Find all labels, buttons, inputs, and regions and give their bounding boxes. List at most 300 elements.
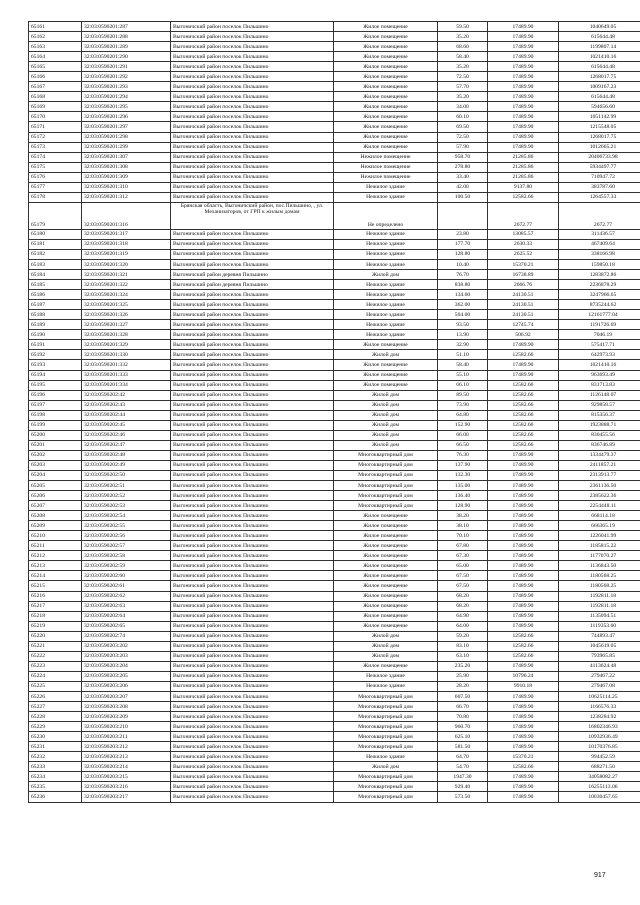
- area-cell: 65.00: [438, 561, 488, 571]
- address-cell: Выгоничский район поселок Пильшино: [171, 661, 334, 671]
- area-cell: 25.90: [438, 671, 488, 681]
- object-type-cell: Нежилое здание: [334, 259, 438, 269]
- area-cell: 76.30: [438, 450, 488, 460]
- cadastral-number-cell: 32:03:0590203:207: [82, 692, 171, 702]
- cadastral-value-cell: 1185815.22: [559, 541, 640, 551]
- cadastral-number-cell: 32:03:0590202:57: [82, 541, 171, 551]
- object-type-cell: Жилое помещение: [334, 82, 438, 92]
- address-cell: Выгоничский район поселок Пильшино: [171, 420, 334, 430]
- area-cell: 33.40: [438, 172, 488, 182]
- area-cell: 929.40: [438, 782, 488, 792]
- cadastral-value-cell: 963693.49: [559, 370, 640, 380]
- specific-value-cell: 12582.66: [488, 350, 559, 360]
- table-row: [29, 782, 640, 792]
- cadastral-number-cell: 32:03:0590202:42: [82, 390, 171, 400]
- specific-value-cell: 12582.66: [488, 631, 559, 641]
- cadastral-value-cell: 2411857.21: [559, 460, 640, 470]
- area-cell: 32.90: [438, 340, 488, 350]
- table-row: [29, 340, 640, 350]
- object-type-cell: Многоквартирный дом: [334, 782, 438, 792]
- row-number-cell: 65231: [29, 742, 82, 752]
- cadastral-value-cell: 34058082.27: [559, 772, 640, 782]
- row-number-cell: 65183: [29, 259, 82, 269]
- specific-value-cell: 9910.18: [488, 681, 559, 691]
- cadastral-value-cell: 830455.56: [559, 430, 640, 440]
- row-number-cell: 65223: [29, 661, 82, 671]
- cadastral-value-cell: 710947.72: [559, 172, 640, 182]
- area-cell: 235.20: [438, 661, 488, 671]
- cadastral-value-cell: 929858.57: [559, 400, 640, 410]
- cadastral-value-cell: 688271.50: [559, 762, 640, 772]
- object-type-cell: Жилой дом: [334, 400, 438, 410]
- specific-value-cell: 17489.90: [488, 742, 559, 752]
- area-cell: 128.80: [438, 249, 488, 259]
- specific-value-cell: 17489.90: [488, 521, 559, 531]
- object-type-cell: Многоквартирный дом: [334, 450, 438, 460]
- address-cell: Выгоничский район поселок Пильшино: [171, 390, 334, 400]
- object-type-cell: Жилое помещение: [334, 32, 438, 42]
- cadastral-number-cell: 32:03:0590202:45: [82, 420, 171, 430]
- cadastral-value-cell: 10170376.85: [559, 742, 640, 752]
- address-cell: Брянская область, Выгоничский район, пос.Пильшино, , ул. Механизаторов, от ГРП к жилым домам: [171, 202, 334, 229]
- specific-value-cell: 21285.86: [488, 162, 559, 172]
- cadastral-number-cell: 32:03:0590203:206: [82, 681, 171, 691]
- object-type-cell: Многоквартирный дом: [334, 702, 438, 712]
- area-cell: 35.20: [438, 32, 488, 42]
- table-row: [29, 239, 640, 249]
- object-type-cell: Многоквартирный дом: [334, 792, 438, 802]
- row-number-cell: 65165: [29, 62, 82, 72]
- table-row: [29, 350, 640, 360]
- area-cell: 70.80: [438, 712, 488, 722]
- table-row: [29, 360, 640, 370]
- row-number-cell: 65225: [29, 681, 82, 691]
- cadastral-number-cell: 32:03:0590203:212: [82, 742, 171, 752]
- cadastral-number-cell: 32:03:0590201:288: [82, 32, 171, 42]
- cadastral-value-cell: 642973.93: [559, 350, 640, 360]
- address-cell: Выгоничский район поселок Пильшино: [171, 142, 334, 152]
- address-cell: Выгоничский район поселок Пильшино: [171, 72, 334, 82]
- cadastral-value-cell: 311436.57: [559, 229, 640, 239]
- cadastral-number-cell: 32:03:0590202:50: [82, 470, 171, 480]
- row-number-cell: 65169: [29, 102, 82, 112]
- area-cell: 57.70: [438, 82, 488, 92]
- address-cell: Выгоничский район поселок Пильшино: [171, 239, 334, 249]
- cadastral-number-cell: 32:03:0590201:291: [82, 62, 171, 72]
- specific-value-cell: 17489.90: [488, 470, 559, 480]
- table-row: [29, 521, 640, 531]
- cadastral-number-cell: 32:03:0590201:307: [82, 152, 171, 162]
- cadastral-number-cell: 32:03:0590201:318: [82, 239, 171, 249]
- address-cell: Выгоничский район поселок Пильшино: [171, 410, 334, 420]
- page-number: 917: [594, 872, 606, 879]
- cadastral-value-cell: 2672.77: [559, 202, 640, 229]
- object-type-cell: Нежилое здание: [334, 752, 438, 762]
- address-cell: Выгоничский район поселок Пильшино: [171, 249, 334, 259]
- area-cell: 34.00: [438, 102, 488, 112]
- address-cell: Выгоничский район поселок Пильшино: [171, 400, 334, 410]
- cadastral-number-cell: 32:03:0590202:64: [82, 611, 171, 621]
- cadastral-number-cell: 32:03:0590202:55: [82, 521, 171, 531]
- address-cell: Выгоничский район поселок Пильшино: [171, 340, 334, 350]
- address-cell: Выгоничский район поселок Пильшино: [171, 561, 334, 571]
- specific-value-cell: 17489.90: [488, 782, 559, 792]
- object-type-cell: Жилое помещение: [334, 511, 438, 521]
- specific-value-cell: 12582.66: [488, 380, 559, 390]
- object-type-cell: Жилое помещение: [334, 661, 438, 671]
- object-type-cell: Жилой дом: [334, 270, 438, 280]
- table-row: [29, 300, 640, 310]
- row-number-cell: 65203: [29, 460, 82, 470]
- cadastral-number-cell: 32:03:0590201:330: [82, 350, 171, 360]
- address-cell: Выгоничский район поселок Пильшино: [171, 22, 334, 32]
- object-type-cell: Нежилое здание: [334, 310, 438, 320]
- row-number-cell: 65220: [29, 631, 82, 641]
- object-type-cell: Не определено: [334, 202, 438, 229]
- row-number-cell: 65173: [29, 142, 82, 152]
- row-number-cell: 65211: [29, 541, 82, 551]
- cadastral-value-cell: 1180568.25: [559, 581, 640, 591]
- table-row: [29, 641, 640, 651]
- table-row: [29, 102, 640, 112]
- cadastral-number-cell: 32:03:0590202:49: [82, 460, 171, 470]
- address-cell: Выгоничский район поселок Пильшино: [171, 82, 334, 92]
- specific-value-cell: 17489.90: [488, 541, 559, 551]
- cadastral-number-cell: 32:03:0590201:320: [82, 259, 171, 269]
- row-number-cell: 65162: [29, 32, 82, 42]
- cadastral-number-cell: 32:03:0590203:205: [82, 671, 171, 681]
- cadastral-number-cell: 32:03:0590202:44: [82, 410, 171, 420]
- cadastral-value-cell: 1119353.60: [559, 621, 640, 631]
- cadastral-value-cell: 1135094.51: [559, 611, 640, 621]
- table-row: [29, 752, 640, 762]
- object-type-cell: Жилое помещение: [334, 92, 438, 102]
- cadastral-value-cell: 1264557.33: [559, 192, 640, 202]
- object-type-cell: Нежилое здание: [334, 192, 438, 202]
- table-row: [29, 202, 640, 229]
- cadastral-number-cell: 32:03:0590202:47: [82, 440, 171, 450]
- cadastral-value-cell: 1268017.75: [559, 132, 640, 142]
- row-number-cell: 65180: [29, 229, 82, 239]
- specific-value-cell: 17489.90: [488, 692, 559, 702]
- object-type-cell: Многоквартирный дом: [334, 491, 438, 501]
- specific-value-cell: 17489.90: [488, 772, 559, 782]
- object-type-cell: Жилой дом: [334, 440, 438, 450]
- table-body: [29, 22, 640, 803]
- area-cell: 66.10: [438, 380, 488, 390]
- cadastral-value-cell: 1126148.07: [559, 390, 640, 400]
- cadastral-value-cell: 793965.85: [559, 651, 640, 661]
- cadastral-number-cell: 32:03:0590201:297: [82, 122, 171, 132]
- row-number-cell: 65202: [29, 450, 82, 460]
- address-cell: Выгоничский район поселок Пильшино: [171, 430, 334, 440]
- table-row: [29, 581, 640, 591]
- table-row: [29, 122, 640, 132]
- area-cell: 64.00: [438, 621, 488, 631]
- row-number-cell: 65201: [29, 440, 82, 450]
- address-cell: Выгоничский район поселок Пильшино: [171, 762, 334, 772]
- table-row: [29, 410, 640, 420]
- table-row: [29, 460, 640, 470]
- area-cell: 132.30: [438, 470, 488, 480]
- cadastral-value-cell: 836746.89: [559, 440, 640, 450]
- row-number-cell: 65210: [29, 531, 82, 541]
- address-cell: Выгоничский район поселок Пильшино: [171, 122, 334, 132]
- cadastral-number-cell: 32:03:0590201:317: [82, 229, 171, 239]
- table-row: [29, 390, 640, 400]
- object-type-cell: Жилое помещение: [334, 601, 438, 611]
- object-type-cell: Жилое помещение: [334, 521, 438, 531]
- row-number-cell: 65197: [29, 400, 82, 410]
- specific-value-cell: 17489.90: [488, 72, 559, 82]
- area-cell: 64.90: [438, 611, 488, 621]
- cadastral-value-cell: 594656.60: [559, 102, 640, 112]
- object-type-cell: Жилое помещение: [334, 360, 438, 370]
- object-type-cell: Жилой дом: [334, 641, 438, 651]
- row-number-cell: 65190: [29, 330, 82, 340]
- table-row: [29, 481, 640, 491]
- table-row: [29, 72, 640, 82]
- address-cell: Выгоничский район поселок Пильшино: [171, 440, 334, 450]
- row-number-cell: 65171: [29, 122, 82, 132]
- specific-value-cell: 17489.90: [488, 792, 559, 802]
- object-type-cell: Жилое помещение: [334, 581, 438, 591]
- cadastral-number-cell: 32:03:0590201:295: [82, 102, 171, 112]
- area-cell: 54.70: [438, 762, 488, 772]
- area-cell: 581.50: [438, 742, 488, 752]
- specific-value-cell: 17489.90: [488, 702, 559, 712]
- object-type-cell: Нежилое здание: [334, 280, 438, 290]
- specific-value-cell: 17489.90: [488, 92, 559, 102]
- cadastral-number-cell: 32:03:0590203:214: [82, 762, 171, 772]
- cadastral-value-cell: 668114.18: [559, 511, 640, 521]
- object-type-cell: Многоквартирный дом: [334, 772, 438, 782]
- table-row: [29, 591, 640, 601]
- address-cell: Выгоничский район поселок Пильшино: [171, 601, 334, 611]
- cadastral-number-cell: 32:03:0590201:319: [82, 249, 171, 259]
- cadastral-value-cell: 7046.19: [559, 330, 640, 340]
- cadastral-value-cell: 815356.37: [559, 410, 640, 420]
- cadastral-value-cell: 615644.48: [559, 92, 640, 102]
- row-number-cell: 65214: [29, 571, 82, 581]
- object-type-cell: Жилое помещение: [334, 561, 438, 571]
- specific-value-cell: 24130.51: [488, 290, 559, 300]
- specific-value-cell: 17489.90: [488, 42, 559, 52]
- row-number-cell: 65167: [29, 82, 82, 92]
- specific-value-cell: 12582.66: [488, 410, 559, 420]
- specific-value-cell: 16738.89: [488, 270, 559, 280]
- cadastral-number-cell: 32:03:0590202:63: [82, 601, 171, 611]
- row-number-cell: 65235: [29, 782, 82, 792]
- specific-value-cell: 21285.86: [488, 152, 559, 162]
- row-number-cell: 65199: [29, 420, 82, 430]
- table-row: [29, 702, 640, 712]
- object-type-cell: Жилое помещение: [334, 571, 438, 581]
- table-row: [29, 229, 640, 239]
- specific-value-cell: 17489.90: [488, 62, 559, 72]
- table-row: [29, 280, 640, 290]
- row-number-cell: 65166: [29, 72, 82, 82]
- object-type-cell: Жилое помещение: [334, 551, 438, 561]
- row-number-cell: 65207: [29, 501, 82, 511]
- address-cell: Выгоничский район поселок Пильшино: [171, 732, 334, 742]
- table-row: [29, 192, 640, 202]
- cadastral-value-cell: 3247966.65: [559, 290, 640, 300]
- specific-value-cell: 17489.90: [488, 531, 559, 541]
- address-cell: Выгоничский район поселок Пильшино: [171, 481, 334, 491]
- specific-value-cell: 2666.76: [488, 280, 559, 290]
- area-cell: 70.10: [438, 531, 488, 541]
- cadastral-value-cell: 1012665.21: [559, 142, 640, 152]
- address-cell: Выгоничский район поселок Пильшино: [171, 192, 334, 202]
- row-number-cell: 65174: [29, 152, 82, 162]
- area-cell: 66.00: [438, 430, 488, 440]
- cadastral-value-table: [28, 21, 640, 803]
- cadastral-value-cell: 1192811.18: [559, 601, 640, 611]
- table-row: [29, 32, 640, 42]
- cadastral-number-cell: 32:03:0590202:58: [82, 551, 171, 561]
- table-row: [29, 772, 640, 782]
- row-number-cell: 65198: [29, 410, 82, 420]
- row-number-cell: 65213: [29, 561, 82, 571]
- cadastral-value-cell: 1051142.99: [559, 112, 640, 122]
- row-number-cell: 65178: [29, 192, 82, 202]
- address-cell: Выгоничский район поселок Пильшино: [171, 229, 334, 239]
- address-cell: Выгоничский район поселок Пильшино: [171, 712, 334, 722]
- specific-value-cell: 9137.80: [488, 182, 559, 192]
- object-type-cell: Жилой дом: [334, 420, 438, 430]
- row-number-cell: 65177: [29, 182, 82, 192]
- object-type-cell: Жилое помещение: [334, 591, 438, 601]
- address-cell: Выгоничский район поселок Пильшино: [171, 511, 334, 521]
- address-cell: Выгоничский район поселок Пильшино: [171, 551, 334, 561]
- specific-value-cell: 10790.24: [488, 671, 559, 681]
- specific-value-cell: 15370.21: [488, 752, 559, 762]
- cadastral-number-cell: 32:03:0590202:48: [82, 450, 171, 460]
- area-cell: 59.50: [438, 22, 488, 32]
- object-type-cell: Жилой дом: [334, 390, 438, 400]
- table-row: [29, 182, 640, 192]
- address-cell: Выгоничский район поселок Пильшино: [171, 102, 334, 112]
- row-number-cell: 65195: [29, 380, 82, 390]
- row-number-cell: 65236: [29, 792, 82, 802]
- cadastral-number-cell: 32:03:0590201:328: [82, 330, 171, 340]
- row-number-cell: 65222: [29, 651, 82, 661]
- cadastral-value-cell: 575417.71: [559, 340, 640, 350]
- specific-value-cell: 17489.90: [488, 370, 559, 380]
- specific-value-cell: 17489.90: [488, 591, 559, 601]
- cadastral-number-cell: 32:03:0590202:61: [82, 581, 171, 591]
- table-row: [29, 330, 640, 340]
- address-cell: Выгоничский район поселок Пильшино: [171, 172, 334, 182]
- address-cell: Выгоничский район поселок Пильшино: [171, 521, 334, 531]
- object-type-cell: Многоквартирный дом: [334, 470, 438, 480]
- area-cell: 10.40: [438, 259, 488, 269]
- table-row: [29, 152, 640, 162]
- object-type-cell: Нежилое здание: [334, 320, 438, 330]
- cadastral-value-cell: 159850.18: [559, 259, 640, 269]
- area-cell: 28.20: [438, 681, 488, 691]
- specific-value-cell: 12582.66: [488, 430, 559, 440]
- table-row: [29, 52, 640, 62]
- cadastral-value-cell: 831713.83: [559, 380, 640, 390]
- cadastral-value-cell: 1180568.25: [559, 571, 640, 581]
- cadastral-number-cell: 32:03:0590203:213: [82, 752, 171, 762]
- object-type-cell: Жилое помещение: [334, 142, 438, 152]
- cadastral-value-cell: 10625114.25: [559, 692, 640, 702]
- table-row: [29, 692, 640, 702]
- table-row: [29, 430, 640, 440]
- table-row: [29, 792, 640, 802]
- table-row: [29, 511, 640, 521]
- object-type-cell: Жилое помещение: [334, 611, 438, 621]
- cadastral-number-cell: 32:03:0590202:74: [82, 631, 171, 641]
- object-type-cell: Жилой дом: [334, 651, 438, 661]
- row-number-cell: 65172: [29, 132, 82, 142]
- area-cell: 60.10: [438, 112, 488, 122]
- object-type-cell: Нежилое помещение: [334, 172, 438, 182]
- area-cell: 13.90: [438, 330, 488, 340]
- cadastral-number-cell: 32:03:0590201:321: [82, 270, 171, 280]
- address-cell: Выгоничский район поселок Пильшино: [171, 162, 334, 172]
- address-cell: Выгоничский район поселок Пильшино: [171, 772, 334, 782]
- cadastral-number-cell: 32:03:0590202:54: [82, 511, 171, 521]
- row-number-cell: 65233: [29, 762, 82, 772]
- address-cell: Выгоничский район поселок Пильшино: [171, 692, 334, 702]
- table-row: [29, 712, 640, 722]
- object-type-cell: Жилое помещение: [334, 72, 438, 82]
- cadastral-value-cell: 615644.48: [559, 62, 640, 72]
- cadastral-number-cell: 32:03:0590202:56: [82, 531, 171, 541]
- row-number-cell: 65163: [29, 42, 82, 52]
- cadastral-value-cell: 1136843.50: [559, 561, 640, 571]
- address-cell: Выгоничский район поселок Пильшино: [171, 752, 334, 762]
- address-cell: Выгоничский район поселок Пильшино: [171, 631, 334, 641]
- cadastral-value-cell: 2385622.36: [559, 491, 640, 501]
- area-cell: 89.50: [438, 390, 488, 400]
- specific-value-cell: 17489.90: [488, 511, 559, 521]
- cadastral-value-cell: 2236878.29: [559, 280, 640, 290]
- row-number-cell: 65192: [29, 350, 82, 360]
- row-number-cell: 65228: [29, 712, 82, 722]
- address-cell: Выгоничский район деревня Пильшино: [171, 270, 334, 280]
- table-row: [29, 531, 640, 541]
- cadastral-value-cell: 16802346.93: [559, 722, 640, 732]
- row-number-cell: 65182: [29, 249, 82, 259]
- cadastral-value-cell: 2361136.50: [559, 481, 640, 491]
- address-cell: Выгоничский район поселок Пильшино: [171, 541, 334, 551]
- area-cell: 68.60: [438, 42, 488, 52]
- cadastral-number-cell: 32:03:0590201:294: [82, 92, 171, 102]
- cadastral-number-cell: 32:03:0590201:329: [82, 340, 171, 350]
- cadastral-number-cell: 32:03:0590201:310: [82, 182, 171, 192]
- area-cell: 573.50: [438, 792, 488, 802]
- object-type-cell: Многоквартирный дом: [334, 460, 438, 470]
- cadastral-number-cell: 32:03:0590201:322: [82, 280, 171, 290]
- cadastral-value-cell: 1040649.05: [559, 22, 640, 32]
- table-row: [29, 142, 640, 152]
- cadastral-value-cell: 8735244.62: [559, 300, 640, 310]
- table-row: [29, 571, 640, 581]
- row-number-cell: 65200: [29, 430, 82, 440]
- address-cell: Выгоничский район поселок Пильшино: [171, 581, 334, 591]
- row-number-cell: 65179: [29, 202, 82, 229]
- row-number-cell: 65219: [29, 621, 82, 631]
- area-cell: 67.50: [438, 581, 488, 591]
- object-type-cell: Нежилое здание: [334, 229, 438, 239]
- cadastral-number-cell: 32:03:0590203:208: [82, 702, 171, 712]
- area-cell: 73.90: [438, 400, 488, 410]
